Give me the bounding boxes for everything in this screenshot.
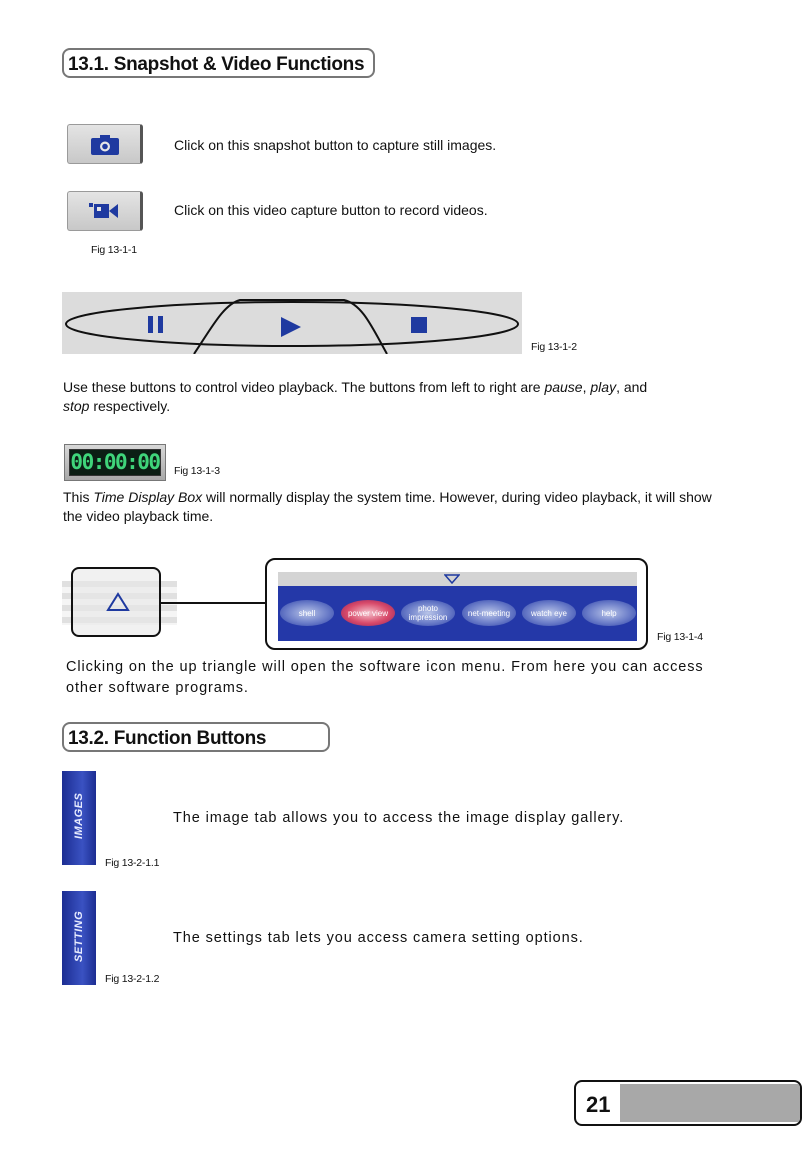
fig-label: Fig 13-2-1.1 [105,857,160,869]
up-triangle-button[interactable] [71,567,161,637]
setting-tab-description: The settings tab lets you access camera setting options. [173,930,584,946]
page-number-box [574,1080,802,1126]
images-tab-description: The image tab allows you to access the image display gallery. [173,810,625,826]
menu-item-watch-eye[interactable]: watch eye [522,600,576,626]
video-capture-button[interactable] [67,191,143,231]
time-text-pre: This [63,489,94,505]
camera-icon [90,134,120,156]
play-word: play [590,379,617,395]
playback-text-sep: , [582,379,591,395]
pause-word: pause [544,379,583,395]
play-icon[interactable] [280,316,302,338]
stop-word: stop [63,398,90,414]
software-icon-menu [265,558,648,650]
snapshot-button[interactable] [67,124,143,164]
video-description: Click on this video capture button to record videos. [174,202,488,218]
menu-item-power-view[interactable]: power view [341,600,395,626]
fig-label: Fig 13-1-3 [174,465,220,477]
down-triangle-icon[interactable] [444,574,460,584]
menu-item-photo-impression[interactable]: photo impression [401,600,455,626]
playback-control-bar [62,292,522,354]
playback-description [63,378,723,416]
menu-icon-area [278,586,637,641]
page-number: 21 [586,1092,611,1117]
connector-line [161,602,265,604]
fig-label: Fig 13-1-2 [531,341,577,353]
images-tab-label: IMAGES [73,792,85,840]
time-description [63,488,723,526]
menu-item-shell[interactable]: shell [280,600,334,626]
time-display-screen [69,449,161,476]
menu-description: Clicking on the up triangle will open the software icon menu. From here you can access other software programs. [66,659,704,696]
time-text-post: will normally display the system time. However, during video playback, it will show the video playback time. [63,489,712,524]
up-triangle-icon [106,592,130,612]
snapshot-description: Click on this snapshot button to capture still images. [174,137,497,153]
time-display-box-term: Time Display Box [93,489,203,505]
fig-label: Fig 13-1-1 [91,244,137,256]
playback-text-sep: , and [616,379,648,395]
menu-header-bar [278,572,637,586]
time-value: 00:00:00 [70,450,160,474]
time-display-box [64,444,166,481]
pause-icon[interactable] [146,315,166,335]
section-title-13-2: 13.2. Function Buttons [62,722,330,752]
playback-text-pre: Use these buttons to control video playback. The buttons from left to right are [63,379,545,395]
stop-icon[interactable] [410,316,428,334]
fig-label: Fig 13-1-4 [657,631,703,643]
menu-item-help[interactable]: help [582,600,636,626]
images-tab[interactable] [62,771,96,865]
fig-label: Fig 13-2-1.2 [105,973,160,985]
setting-tab-label: SETTING [73,910,85,962]
video-camera-icon [88,201,120,221]
page-number-bar [620,1084,802,1122]
playback-text-post: respectively. [89,398,171,414]
menu-item-net-meeting[interactable]: net-meeting [462,600,516,626]
setting-tab[interactable] [62,891,96,985]
section-title-13-1: 13.1. Snapshot & Video Functions [62,48,375,78]
